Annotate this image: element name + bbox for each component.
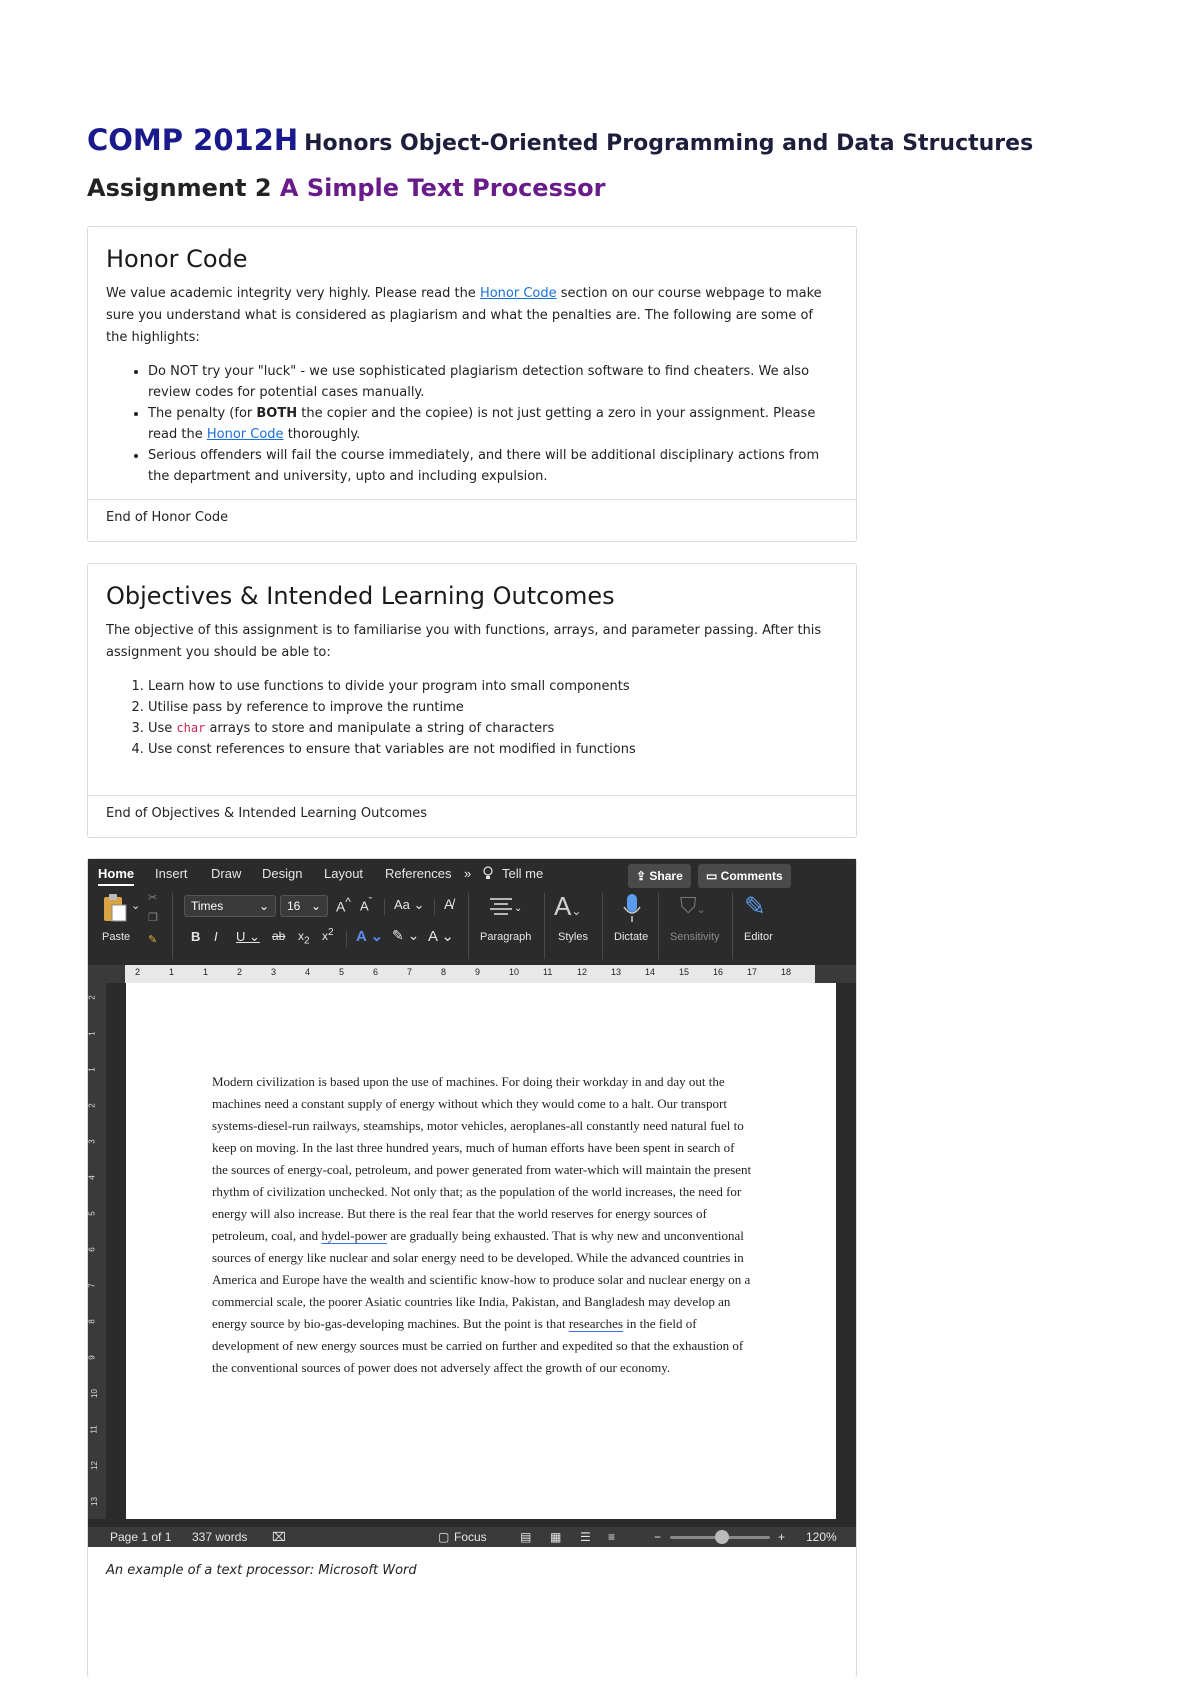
comment-icon: ▭ — [706, 869, 721, 883]
paragraph-label: Paragraph — [480, 931, 532, 943]
assignment-label: Assignment 2 — [87, 174, 272, 202]
vertical-ruler-number: 12 — [89, 1461, 99, 1470]
font-size-value: 16 — [287, 899, 301, 913]
honor-bullet-1: • Do NOT try your "luck" - we use sophisticated plagiarism detection software to find cheaters. We also review codes for potential cases manually. — [148, 361, 838, 403]
focus-label[interactable]: Focus — [454, 1530, 487, 1544]
honor-code-title: Honor Code — [106, 245, 248, 273]
separator — [346, 931, 347, 947]
shrink-font-icon[interactable]: $A^ˇ$ — [360, 896, 373, 914]
vertical-ruler-number: 1 — [88, 1031, 97, 1036]
figure-caption: An example of a text processor: Microsoft Word — [106, 1563, 417, 1578]
web-layout-icon[interactable]: ▦ — [550, 1530, 562, 1544]
tell-me-label[interactable]: Tell me — [502, 866, 544, 881]
doc-text-segment: in the field of development of new energy sources must be carried on further and expedited so that the exhaustion of the conventional sources of power does not adversely affect the growth of our economy. — [212, 1316, 744, 1375]
ruler-number: 1 — [169, 967, 175, 977]
vertical-ruler-number: 7 — [88, 1283, 97, 1288]
change-case-icon[interactable]: Aa ⌄ — [394, 897, 425, 912]
vertical-ruler-number: 3 — [88, 1139, 97, 1144]
separator — [384, 899, 385, 915]
bullet-text: the copier and the copiee) is not just getting a zero in your assignment. Please read the — [148, 406, 816, 442]
text-effects-icon[interactable]: A ⌄ — [356, 928, 384, 945]
comments-button[interactable] — [698, 864, 791, 888]
document-page[interactable] — [126, 983, 836, 1519]
honor-code-link-2[interactable]: Honor Code — [206, 427, 284, 442]
objective-item-2: 2. Utilise pass by reference to improve the runtime — [148, 697, 838, 718]
honor-code-card — [87, 226, 857, 542]
separator — [434, 899, 435, 915]
objectives-title: Objectives & Intended Learning Outcomes — [106, 582, 615, 610]
sensitivity-icon[interactable]: ⛉⌄ — [680, 893, 706, 918]
editor-label: Editor — [744, 931, 773, 943]
vertical-ruler-number: 1 — [88, 1067, 97, 1072]
ruler-number: 14 — [645, 967, 656, 977]
focus-icon[interactable]: ▢ — [438, 1530, 450, 1544]
print-layout-icon[interactable]: ▤ — [520, 1530, 532, 1544]
vertical-ruler-number: 6 — [88, 1247, 97, 1252]
objective-item-3 — [148, 718, 838, 739]
bold-icon[interactable]: B — [191, 929, 201, 944]
share-label: Share — [649, 869, 683, 883]
ruler-number: 2 — [237, 967, 243, 977]
status-bar — [88, 1527, 856, 1547]
ribbon-tabs — [88, 859, 856, 889]
ruler-number: 18 — [781, 967, 792, 977]
grow-font-icon[interactable]: A^ — [336, 896, 351, 915]
vertical-ruler-number: 2 — [88, 995, 97, 1000]
ribbon — [88, 891, 856, 965]
clear-formatting-icon[interactable]: A̸ — [444, 896, 454, 912]
vertical-ruler-number: 13 — [89, 1497, 99, 1506]
outline-view-icon[interactable]: ☰ — [580, 1530, 591, 1544]
zoom-out-icon[interactable]: − — [654, 1530, 662, 1544]
item-text: arrays to store and manipulate a string of characters — [205, 721, 555, 736]
vertical-ruler-number: 2 — [88, 1103, 97, 1108]
horizontal-ruler[interactable] — [88, 965, 856, 983]
assignment-title — [87, 174, 605, 202]
subscript-icon[interactable]: $x_2$ — [298, 929, 310, 947]
zoom-level[interactable]: 120% — [806, 1530, 837, 1544]
ruler-number: 17 — [747, 967, 758, 977]
ruler-number: 9 — [475, 967, 481, 977]
comments-label: Comments — [720, 869, 783, 883]
ruler-number: 12 — [577, 967, 588, 977]
separator — [602, 893, 603, 959]
separator — [732, 893, 733, 959]
honor-intro-text-2: section on our course webpage to make sure you understand what is considered as plagiarism and what the penalties are. The following are some of the highlights: — [106, 286, 822, 345]
chevron-down-icon: ⌄ — [258, 899, 269, 913]
course-code: COMP 2012H — [87, 123, 299, 157]
tab-home[interactable]: Home — [98, 866, 134, 886]
objectives-list — [106, 676, 838, 760]
ruler-number: 4 — [305, 967, 311, 977]
font-size-dropdown[interactable] — [280, 895, 328, 917]
vertical-ruler-number: 8 — [88, 1319, 97, 1324]
font-color-icon[interactable]: A ⌄ — [428, 928, 454, 945]
vertical-ruler-number: 9 — [88, 1355, 97, 1360]
objective-item-1: 1. Learn how to use functions to divide your program into small components — [148, 676, 838, 697]
bullet-text: The penalty (for — [148, 406, 257, 421]
separator — [172, 893, 173, 959]
strikethrough-icon[interactable]: ab — [272, 929, 286, 943]
ruler-number: 1 — [203, 967, 209, 977]
cut-icon[interactable]: ✂ — [148, 892, 158, 904]
tab-insert[interactable]: Insert — [155, 866, 188, 881]
ruler-number: 5 — [339, 967, 345, 977]
honor-code-link[interactable]: Honor Code — [479, 286, 557, 301]
format-painter-icon[interactable]: ✎ — [148, 934, 158, 946]
spelling-flag[interactable]: hydel-power — [321, 1228, 388, 1243]
separator — [658, 893, 659, 959]
styles-label: Styles — [558, 931, 588, 943]
sensitivity-label: Sensitivity — [670, 931, 720, 943]
honor-bullet-2 — [148, 403, 838, 445]
share-icon: ⇪ — [636, 869, 650, 883]
ruler-number: 10 — [509, 967, 520, 977]
paragraph-icon[interactable] — [486, 893, 522, 924]
ruler-number: 16 — [713, 967, 724, 977]
objectives-card — [87, 563, 857, 838]
font-name-value: Times — [191, 899, 224, 913]
italic-icon[interactable]: I — [214, 929, 218, 944]
tab-design[interactable]: Design — [262, 866, 303, 881]
honor-code-list — [106, 361, 838, 487]
lightbulb-icon[interactable] — [482, 866, 494, 883]
ruler-number: 8 — [441, 967, 447, 977]
word-count[interactable]: 337 words — [192, 1530, 248, 1544]
vertical-ruler-number: 5 — [88, 1211, 97, 1216]
zoom-in-icon[interactable]: + — [778, 1530, 786, 1544]
ruler-number: 11 — [543, 967, 553, 977]
draft-view-icon[interactable]: ≡ — [608, 1530, 616, 1544]
dictate-label: Dictate — [614, 931, 649, 943]
ruler-number: 13 — [611, 967, 622, 977]
tab-layout[interactable]: Layout — [324, 866, 364, 881]
char-code: char — [176, 721, 206, 735]
vertical-ruler[interactable] — [88, 983, 106, 1519]
honor-code-footer: End of Honor Code — [88, 499, 856, 535]
objectives-footer: End of Objectives & Intended Learning Outcomes — [88, 795, 856, 831]
editor-icon[interactable]: ✎ — [744, 891, 766, 921]
ruler-number: 3 — [271, 967, 277, 977]
font-name-dropdown[interactable] — [184, 895, 276, 917]
item-text: Use — [148, 721, 177, 736]
ruler-number: 7 — [407, 967, 413, 977]
copy-icon[interactable]: ❐ — [148, 912, 158, 924]
page-count[interactable]: Page 1 of 1 — [110, 1530, 172, 1544]
ruler-number: 6 — [373, 967, 379, 977]
document-area[interactable] — [106, 983, 856, 1519]
svg-text:⌄: ⌄ — [514, 903, 522, 914]
underline-icon[interactable]: U ⌄ — [236, 929, 260, 944]
proofing-icon[interactable]: ⌧ — [272, 1530, 286, 1544]
bullet-text: thoroughly. — [283, 427, 361, 442]
more-tabs-icon[interactable]: » — [464, 866, 472, 881]
vertical-ruler-number: 11 — [89, 1425, 99, 1434]
ruler-track — [125, 965, 815, 983]
microphone-icon[interactable] — [622, 893, 642, 926]
course-name: Honors Object-Oriented Programming and Data Structures — [304, 131, 1034, 156]
ruler-number: 2 — [135, 967, 141, 977]
vertical-ruler-number: 10 — [89, 1389, 99, 1398]
zoom-slider-thumb[interactable] — [715, 1530, 729, 1544]
grammar-flag[interactable]: researches — [568, 1316, 623, 1331]
separator — [468, 893, 469, 959]
tab-draw[interactable]: Draw — [211, 866, 242, 881]
tab-references[interactable]: References — [385, 866, 452, 881]
doc-text-segment: Modern civilization is based upon the use of machines. For doing their workday in and day out the machines need a constant supply of energy without which they would come to a halt. Our transport systems-diesel-run railways, steamships, motor vehicles, aeroplanes-all constantly need natural fuel to keep on moving. In the last three hundred years, much of human efforts have been spent in search of the sources of energy-coal, petroleum, and power generated from water-which will maintain the present rhythm of civilization unchecked. Not only that; as the population of the world increases, the need for energy will also increase. But there is the real fear that the world reserves for energy sources of petroleum, coal, and — [212, 1074, 752, 1243]
superscript-icon[interactable]: $x^2$ — [322, 927, 334, 943]
course-title — [87, 120, 1033, 158]
separator — [544, 893, 545, 959]
bullet-bold: BOTH — [256, 406, 298, 421]
objectives-intro: The objective of this assignment is to familiarise you with functions, arrays, and parameter passing. After this assignment you should be able to: — [106, 623, 822, 660]
paste-label: Paste — [102, 931, 131, 943]
share-button[interactable] — [628, 864, 691, 888]
honor-intro-text: We value academic integrity very highly. Please read the — [106, 286, 480, 301]
word-screenshot — [88, 859, 856, 1547]
honor-bullet-3: • Serious offenders will fail the course immediately, and there will be additional disciplinary actions from the department and university, upto and including expulsion. — [148, 445, 838, 487]
document-text[interactable] — [212, 1071, 752, 1379]
chevron-down-icon: ⌄ — [310, 899, 321, 913]
ruler-number: 15 — [679, 967, 690, 977]
doc-text-segment: are gradually being exhausted. That is why new and unconventional sources of energy like nuclear and solar energy need to be developed. While the advanced countries in America and Europe have the wealth and scientific know-how to produce solar and nuclear energy on a commercial scale, the poorer Asiatic countries like India, Pakistan, and Bangladesh may develop an energy source by bio-gas-developing machines. But the point is that — [212, 1228, 751, 1331]
honor-code-intro — [106, 283, 838, 349]
vertical-ruler-number: 4 — [88, 1175, 97, 1180]
example-card — [87, 858, 857, 1678]
objective-item-4: 4. Use const references to ensure that variables are not modified in functions — [148, 739, 838, 760]
styles-icon[interactable]: A⌄ — [554, 891, 582, 921]
highlight-icon[interactable]: ✎ ⌄ — [392, 927, 420, 943]
assignment-name: A Simple Text Processor — [279, 174, 606, 202]
paste-icon[interactable] — [101, 893, 131, 926]
paste-chevron-icon[interactable]: ⌄ — [131, 900, 141, 912]
